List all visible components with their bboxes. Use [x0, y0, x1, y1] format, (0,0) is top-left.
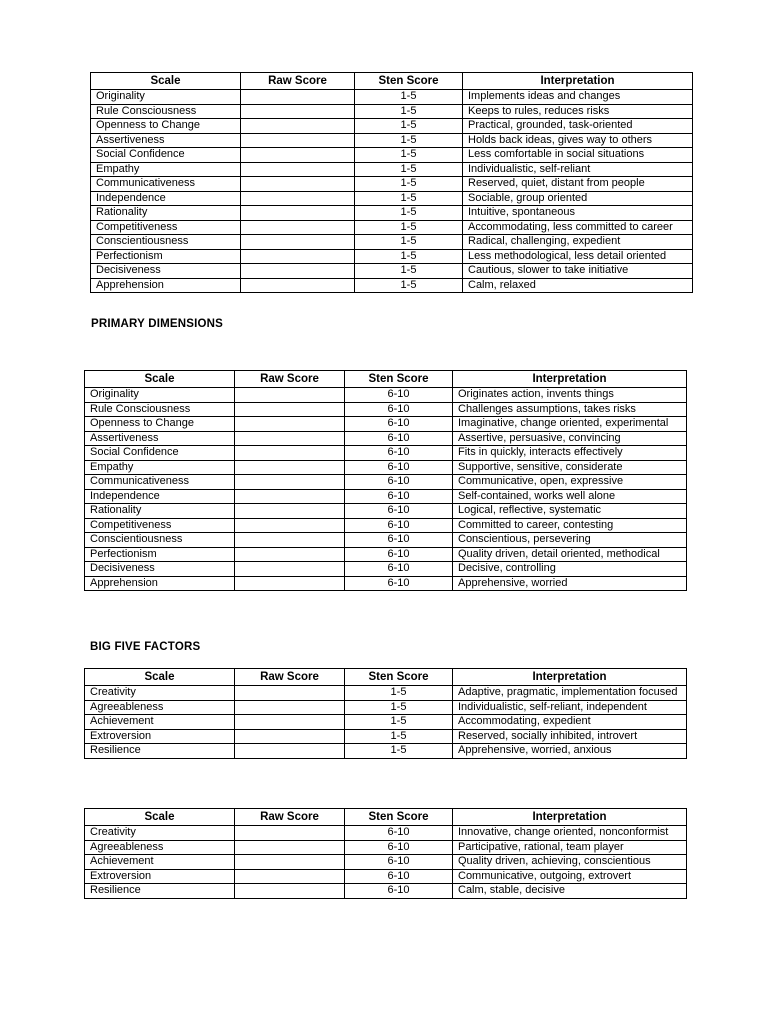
table-row	[91, 220, 693, 235]
table-row	[91, 278, 693, 293]
interpretation-cell: Logical, reflective, systematic	[453, 504, 687, 519]
header-scale: Scale	[85, 371, 235, 388]
sten-score-cell: 6-10	[345, 518, 453, 533]
table-row	[85, 576, 687, 591]
sten-score-cell: 1-5	[345, 744, 453, 759]
table-row	[85, 460, 687, 475]
scale-cell: Empathy	[91, 162, 241, 177]
scale-cell: Decisiveness	[85, 562, 235, 577]
raw-score-cell	[235, 431, 345, 446]
scale-cell: Perfectionism	[91, 249, 241, 264]
primary-dimensions-heading: PRIMARY DIMENSIONS	[91, 318, 224, 330]
table-row	[91, 249, 693, 264]
header-interpretation: Interpretation	[453, 809, 687, 826]
raw-score-cell	[241, 278, 355, 293]
scale-cell: Rule Consciousness	[85, 402, 235, 417]
header-sten-score: Sten Score	[355, 73, 463, 90]
sten-score-cell: 1-5	[355, 104, 463, 119]
sten-score-cell: 6-10	[345, 562, 453, 577]
interpretation-cell: Conscientious, persevering	[453, 533, 687, 548]
table-header-row	[85, 669, 687, 686]
table-row	[91, 104, 693, 119]
sten-score-cell: 6-10	[345, 855, 453, 870]
interpretation-cell: Radical, challenging, expedient	[463, 235, 693, 250]
raw-score-cell	[235, 388, 345, 403]
interpretation-cell: Communicative, outgoing, extrovert	[453, 869, 687, 884]
table-row	[91, 90, 693, 105]
raw-score-cell	[235, 576, 345, 591]
scale-cell: Communicativeness	[91, 177, 241, 192]
table-row	[85, 475, 687, 490]
scale-cell: Competitiveness	[91, 220, 241, 235]
scale-cell: Achievement	[85, 855, 235, 870]
raw-score-cell	[235, 547, 345, 562]
scale-cell: Apprehension	[85, 576, 235, 591]
scale-cell: Conscientiousness	[85, 533, 235, 548]
scale-cell: Rationality	[85, 504, 235, 519]
table-header-row	[85, 371, 687, 388]
high-sten-primary-table	[84, 370, 687, 591]
sten-score-cell: 6-10	[345, 576, 453, 591]
sten-score-cell: 6-10	[345, 431, 453, 446]
interpretation-cell: Accommodating, expedient	[453, 715, 687, 730]
table-row	[85, 431, 687, 446]
raw-score-cell	[235, 869, 345, 884]
interpretation-cell: Supportive, sensitive, considerate	[453, 460, 687, 475]
scale-cell: Perfectionism	[85, 547, 235, 562]
sten-score-cell: 6-10	[345, 884, 453, 899]
raw-score-cell	[235, 402, 345, 417]
sten-score-cell: 1-5	[345, 729, 453, 744]
table-row	[85, 504, 687, 519]
sten-score-cell: 6-10	[345, 475, 453, 490]
raw-score-cell	[235, 686, 345, 701]
header-raw-score: Raw Score	[235, 809, 345, 826]
interpretation-cell: Challenges assumptions, takes risks	[453, 402, 687, 417]
raw-score-cell	[241, 264, 355, 279]
scale-cell: Extroversion	[85, 729, 235, 744]
interpretation-cell: Originates action, invents things	[453, 388, 687, 403]
sten-score-cell: 6-10	[345, 533, 453, 548]
scale-cell: Assertiveness	[85, 431, 235, 446]
scale-cell: Originality	[91, 90, 241, 105]
table-row	[85, 840, 687, 855]
interpretation-cell: Sociable, group oriented	[463, 191, 693, 206]
raw-score-cell	[235, 855, 345, 870]
table-row	[85, 402, 687, 417]
sten-score-cell: 6-10	[345, 504, 453, 519]
sten-score-cell: 1-5	[355, 220, 463, 235]
sten-score-cell: 1-5	[345, 715, 453, 730]
sten-score-cell: 6-10	[345, 547, 453, 562]
interpretation-cell: Intuitive, spontaneous	[463, 206, 693, 221]
table-row	[85, 446, 687, 461]
interpretation-cell: Apprehensive, worried	[453, 576, 687, 591]
sten-score-cell: 6-10	[345, 489, 453, 504]
table-row	[91, 191, 693, 206]
sten-score-cell: 1-5	[355, 119, 463, 134]
table-row	[85, 884, 687, 899]
interpretation-cell: Innovative, change oriented, nonconformist	[453, 826, 687, 841]
big-five-factors-heading: BIG FIVE FACTORS	[90, 641, 201, 653]
table-row	[85, 489, 687, 504]
sten-score-cell: 6-10	[345, 826, 453, 841]
sten-score-cell: 1-5	[355, 264, 463, 279]
header-sten-score: Sten Score	[345, 371, 453, 388]
table-row	[91, 119, 693, 134]
interpretation-cell: Assertive, persuasive, convincing	[453, 431, 687, 446]
raw-score-cell	[235, 460, 345, 475]
sten-score-cell: 6-10	[345, 402, 453, 417]
raw-score-cell	[235, 562, 345, 577]
table-row	[85, 518, 687, 533]
scale-cell: Apprehension	[91, 278, 241, 293]
sten-score-cell: 1-5	[355, 177, 463, 192]
interpretation-cell: Communicative, open, expressive	[453, 475, 687, 490]
raw-score-cell	[241, 90, 355, 105]
high-sten-big-five-table	[84, 808, 687, 899]
raw-score-cell	[241, 191, 355, 206]
interpretation-cell: Decisive, controlling	[453, 562, 687, 577]
low-sten-primary-table	[90, 72, 693, 293]
header-interpretation: Interpretation	[453, 371, 687, 388]
raw-score-cell	[235, 489, 345, 504]
raw-score-cell	[241, 104, 355, 119]
interpretation-cell: Implements ideas and changes	[463, 90, 693, 105]
table-row	[85, 744, 687, 759]
scale-cell: Extroversion	[85, 869, 235, 884]
table-row	[85, 417, 687, 432]
raw-score-cell	[241, 235, 355, 250]
scale-cell: Agreeableness	[85, 700, 235, 715]
table-row	[85, 533, 687, 548]
table-row	[91, 235, 693, 250]
header-scale: Scale	[85, 809, 235, 826]
table-row	[85, 700, 687, 715]
sten-score-cell: 1-5	[355, 191, 463, 206]
scale-cell: Rationality	[91, 206, 241, 221]
interpretation-cell: Quality driven, achieving, conscientious	[453, 855, 687, 870]
sten-score-cell: 6-10	[345, 446, 453, 461]
scale-cell: Openness to Change	[91, 119, 241, 134]
sten-score-cell: 1-5	[345, 700, 453, 715]
scale-cell: Creativity	[85, 686, 235, 701]
scale-cell: Assertiveness	[91, 133, 241, 148]
interpretation-cell: Cautious, slower to take initiative	[463, 264, 693, 279]
interpretation-cell: Committed to career, contesting	[453, 518, 687, 533]
raw-score-cell	[235, 715, 345, 730]
sten-score-cell: 1-5	[355, 90, 463, 105]
table-row	[85, 715, 687, 730]
table-row	[85, 562, 687, 577]
interpretation-cell: Practical, grounded, task-oriented	[463, 119, 693, 134]
raw-score-cell	[235, 518, 345, 533]
sten-score-cell: 1-5	[355, 133, 463, 148]
scale-cell: Openness to Change	[85, 417, 235, 432]
raw-score-cell	[235, 840, 345, 855]
scale-cell: Resilience	[85, 884, 235, 899]
raw-score-cell	[235, 417, 345, 432]
raw-score-cell	[235, 504, 345, 519]
table-row	[91, 206, 693, 221]
raw-score-cell	[241, 177, 355, 192]
table-row	[85, 826, 687, 841]
sten-score-cell: 6-10	[345, 417, 453, 432]
header-sten-score: Sten Score	[345, 809, 453, 826]
interpretation-cell: Accommodating, less committed to career	[463, 220, 693, 235]
sten-score-cell: 1-5	[355, 148, 463, 163]
table-row	[85, 547, 687, 562]
raw-score-cell	[235, 744, 345, 759]
table-row	[91, 177, 693, 192]
sten-score-cell: 1-5	[355, 206, 463, 221]
header-raw-score: Raw Score	[241, 73, 355, 90]
scale-cell: Competitiveness	[85, 518, 235, 533]
raw-score-cell	[235, 446, 345, 461]
header-scale: Scale	[91, 73, 241, 90]
sten-score-cell: 6-10	[345, 388, 453, 403]
table-row	[85, 855, 687, 870]
raw-score-cell	[241, 206, 355, 221]
raw-score-cell	[241, 119, 355, 134]
raw-score-cell	[235, 884, 345, 899]
header-scale: Scale	[85, 669, 235, 686]
scale-cell: Achievement	[85, 715, 235, 730]
interpretation-cell: Fits in quickly, interacts effectively	[453, 446, 687, 461]
interpretation-cell: Adaptive, pragmatic, implementation focused	[453, 686, 687, 701]
header-interpretation: Interpretation	[453, 669, 687, 686]
table-row	[91, 162, 693, 177]
interpretation-cell: Keeps to rules, reduces risks	[463, 104, 693, 119]
table-row	[85, 729, 687, 744]
table-row	[85, 388, 687, 403]
table-header-row	[91, 73, 693, 90]
interpretation-cell: Less comfortable in social situations	[463, 148, 693, 163]
raw-score-cell	[241, 162, 355, 177]
raw-score-cell	[235, 826, 345, 841]
sten-score-cell: 6-10	[345, 869, 453, 884]
scale-cell: Resilience	[85, 744, 235, 759]
raw-score-cell	[235, 533, 345, 548]
table-row	[85, 869, 687, 884]
interpretation-cell: Calm, relaxed	[463, 278, 693, 293]
interpretation-cell: Participative, rational, team player	[453, 840, 687, 855]
sten-score-cell: 1-5	[355, 278, 463, 293]
scale-cell: Communicativeness	[85, 475, 235, 490]
interpretation-cell: Imaginative, change oriented, experimental	[453, 417, 687, 432]
raw-score-cell	[241, 249, 355, 264]
scale-cell: Social Confidence	[91, 148, 241, 163]
sten-score-cell: 1-5	[345, 686, 453, 701]
interpretation-cell: Less methodological, less detail oriented	[463, 249, 693, 264]
sten-score-cell: 1-5	[355, 162, 463, 177]
scale-cell: Conscientiousness	[91, 235, 241, 250]
interpretation-cell: Reserved, socially inhibited, introvert	[453, 729, 687, 744]
raw-score-cell	[241, 148, 355, 163]
interpretation-cell: Reserved, quiet, distant from people	[463, 177, 693, 192]
sten-score-cell: 6-10	[345, 460, 453, 475]
scale-cell: Originality	[85, 388, 235, 403]
raw-score-cell	[235, 700, 345, 715]
table-row	[91, 133, 693, 148]
table-row	[85, 686, 687, 701]
scale-cell: Decisiveness	[91, 264, 241, 279]
raw-score-cell	[241, 220, 355, 235]
table-row	[91, 264, 693, 279]
raw-score-cell	[235, 729, 345, 744]
scale-cell: Independence	[85, 489, 235, 504]
low-sten-big-five-table	[84, 668, 687, 759]
scale-cell: Agreeableness	[85, 840, 235, 855]
interpretation-cell: Apprehensive, worried, anxious	[453, 744, 687, 759]
sten-score-cell: 6-10	[345, 840, 453, 855]
scale-cell: Independence	[91, 191, 241, 206]
raw-score-cell	[235, 475, 345, 490]
header-sten-score: Sten Score	[345, 669, 453, 686]
table-header-row	[85, 809, 687, 826]
interpretation-cell: Self-contained, works well alone	[453, 489, 687, 504]
scale-cell: Empathy	[85, 460, 235, 475]
header-raw-score: Raw Score	[235, 371, 345, 388]
sten-score-cell: 1-5	[355, 249, 463, 264]
interpretation-cell: Quality driven, detail oriented, methodical	[453, 547, 687, 562]
scale-cell: Rule Consciousness	[91, 104, 241, 119]
interpretation-cell: Calm, stable, decisive	[453, 884, 687, 899]
raw-score-cell	[241, 133, 355, 148]
interpretation-cell: Individualistic, self-reliant, independent	[453, 700, 687, 715]
scale-cell: Creativity	[85, 826, 235, 841]
interpretation-cell: Individualistic, self-reliant	[463, 162, 693, 177]
sten-score-cell: 1-5	[355, 235, 463, 250]
scale-cell: Social Confidence	[85, 446, 235, 461]
header-interpretation: Interpretation	[463, 73, 693, 90]
interpretation-cell: Holds back ideas, gives way to others	[463, 133, 693, 148]
table-row	[91, 148, 693, 163]
header-raw-score: Raw Score	[235, 669, 345, 686]
